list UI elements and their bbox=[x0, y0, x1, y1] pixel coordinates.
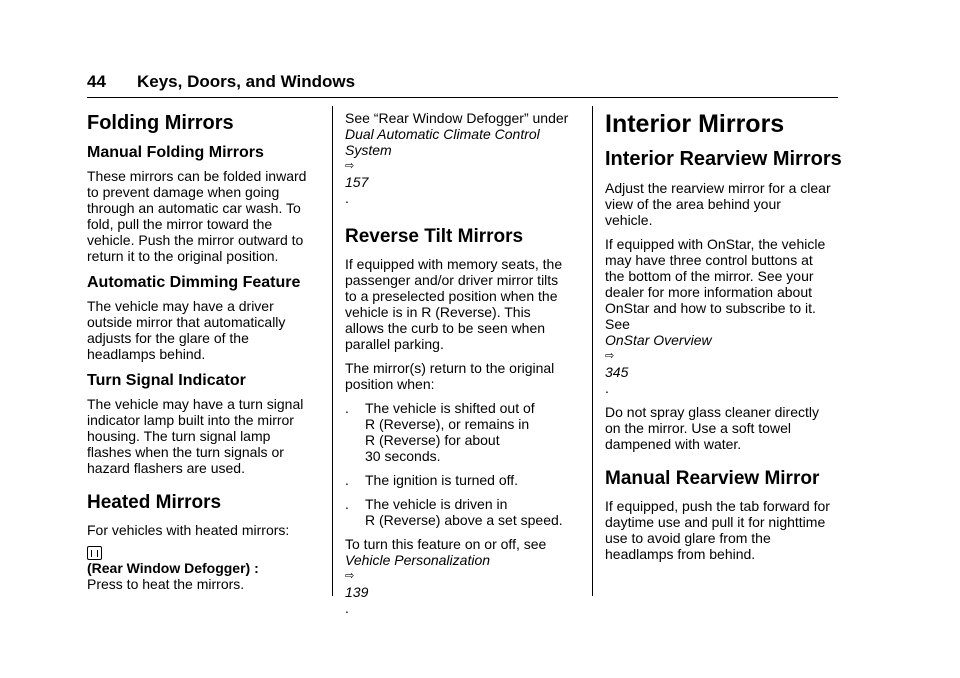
manual-folding-heading: Manual Folding Mirrors bbox=[87, 144, 264, 161]
page-ref-arrow-icon: ⇨ bbox=[345, 160, 355, 172]
column-1 bbox=[87, 106, 325, 600]
defogger-paragraph bbox=[87, 546, 325, 592]
manual-rearview-heading: Manual Rearview Mirror bbox=[605, 468, 820, 489]
return-paragraph: The mirror(s) return to the original position when: bbox=[345, 360, 555, 392]
interior-mirrors-heading: Interior Mirrors bbox=[605, 110, 785, 138]
bullet-mark: . bbox=[345, 400, 349, 416]
column-2 bbox=[345, 110, 583, 624]
auto-dimming-paragraph: The vehicle may have a driver outside mirror that automatically adjusts for the glare of the headlamps behind. bbox=[87, 298, 286, 362]
page-number: 44 bbox=[87, 72, 106, 91]
column-divider-right bbox=[592, 106, 593, 596]
heated-intro: For vehicles with heated mirrors: bbox=[87, 522, 290, 538]
header-rule bbox=[87, 97, 838, 98]
reverse-tilt-heading: Reverse Tilt Mirrors bbox=[345, 226, 524, 247]
heated-mirrors-heading: Heated Mirrors bbox=[87, 492, 222, 513]
manual-rearview-paragraph: If equipped, push the tab forward for daytime use and pull it for nighttime use to avoid glare from the headlamps from behind. bbox=[605, 498, 830, 562]
interior-rearview-heading: Interior Rearview Mirrors bbox=[605, 148, 842, 170]
defogger-text: Press to heat the mirrors. bbox=[87, 576, 245, 592]
page-ref-arrow-icon: ⇨ bbox=[605, 350, 615, 362]
page-ref-139[interactable]: 139 bbox=[345, 584, 369, 600]
page-ref-345[interactable]: 345 bbox=[605, 364, 629, 380]
chapter-title: Keys, Doors, and Windows bbox=[137, 72, 356, 91]
vehicle-personalization-link[interactable]: Vehicle Personalization bbox=[345, 552, 491, 568]
defogger-label: (Rear Window Defogger) : bbox=[87, 560, 259, 576]
bullet-mark: . bbox=[345, 496, 349, 512]
rear-defogger-icon bbox=[87, 546, 102, 560]
auto-dimming-heading: Automatic Dimming Feature bbox=[87, 274, 301, 291]
column-divider-left bbox=[332, 106, 333, 596]
page-ref-157[interactable]: 157 bbox=[345, 174, 369, 190]
turn-signal-heading: Turn Signal Indicator bbox=[87, 372, 246, 389]
spray-paragraph: Do not spray glass cleaner directly on the mirror. Use a soft towel dampened with water. bbox=[605, 404, 819, 452]
column-3 bbox=[605, 106, 843, 570]
defogger-see-paragraph: See “Rear Window Defogger” under Dual Automatic Climate Control System ⇨ 157 . bbox=[345, 110, 583, 206]
adjust-paragraph: Adjust the rearview mirror for a clear view of the area behind your vehicle. bbox=[605, 180, 831, 228]
manual-folding-paragraph: These mirrors can be folded inward to prevent damage when going through an automatic car wash. To fold, pull the mirror toward the vehicle. Push the mirror outward to return it to the original position. bbox=[87, 168, 307, 264]
list-item: . The vehicle is shifted out of R (Reverse), or remains in R (Reverse) for about 30 seconds. bbox=[345, 400, 535, 464]
bullet-mark: . bbox=[345, 472, 349, 488]
onstar-paragraph: If equipped with OnStar, the vehicle may have three control buttons at the bottom of the mirror. See your dealer for more information about OnStar and how to subscribe to it. See OnStar Overview ⇨ 345 . bbox=[605, 236, 843, 396]
onstar-overview-link[interactable]: OnStar Overview bbox=[605, 332, 712, 348]
list-item: . The vehicle is driven in R (Reverse) above a set speed. bbox=[345, 496, 563, 528]
list-item: . The ignition is turned off. bbox=[345, 472, 519, 488]
climate-control-link[interactable]: System bbox=[345, 142, 392, 158]
page-header bbox=[87, 70, 838, 96]
reverse-tilt-paragraph: If equipped with memory seats, the passenger and/or driver mirror tilts to a preselected position when the vehicle is in R (Reverse). This allows the curb to be seen when parallel parking. bbox=[345, 256, 563, 352]
turn-signal-paragraph: The vehicle may have a turn signal indicator lamp built into the mirror housing. The turn signal lamp flashes when the turn signals or hazard flashers are used. bbox=[87, 396, 304, 476]
toggle-paragraph: To turn this feature on or off, see Vehicle Personalization ⇨ 139 . bbox=[345, 536, 583, 616]
page-ref-arrow-icon: ⇨ bbox=[345, 570, 355, 582]
folding-mirrors-heading: Folding Mirrors bbox=[87, 112, 234, 134]
